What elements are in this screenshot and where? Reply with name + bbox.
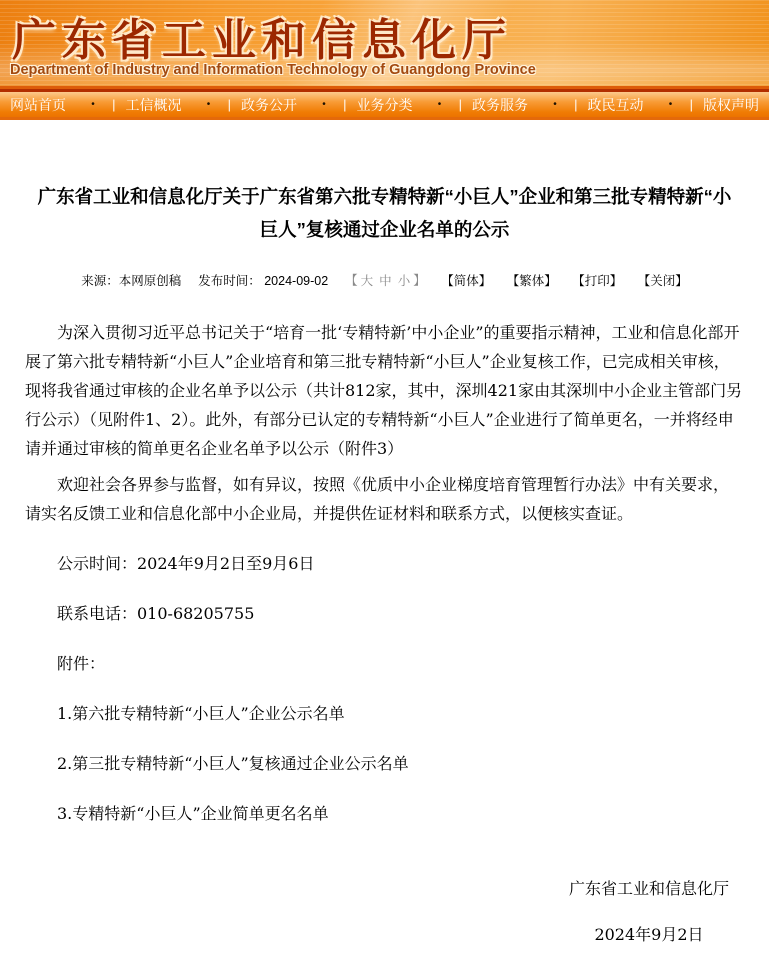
nav-separator: | bbox=[227, 97, 231, 112]
nav-dot-icon: • bbox=[437, 98, 442, 110]
contact-phone: 联系电话：010-68205755 bbox=[57, 604, 255, 623]
site-banner bbox=[0, 0, 769, 89]
font-size-small-button[interactable]: 小 bbox=[397, 274, 411, 288]
traditional-chinese-button[interactable]: 【繁体】 bbox=[506, 274, 557, 288]
nav-separator: | bbox=[458, 97, 462, 112]
nav-dot-icon: • bbox=[553, 98, 557, 110]
attachment-link[interactable]: 3.专精特新“小巨人”企业简单更名名单 bbox=[57, 804, 329, 823]
nav-item bbox=[699, 95, 763, 115]
site-subtitle-english: Department of Industry and Information Technology of Guangdong Province bbox=[10, 62, 536, 78]
nav-link[interactable]: 业务分类 bbox=[356, 96, 413, 113]
nav-dot-icon: • bbox=[91, 98, 95, 110]
attachment-link[interactable]: 2.第三批专精特新“小巨人”复核通过企业公示名单 bbox=[57, 754, 409, 773]
nav-link[interactable]: 版权声明 bbox=[703, 96, 759, 113]
article-content bbox=[0, 180, 769, 969]
signature-date: 2024年9月2日 bbox=[594, 925, 704, 944]
article-meta-bar bbox=[25, 271, 744, 289]
nav-link[interactable]: 网站首页 bbox=[10, 96, 66, 113]
notice-period: 公示时间：2024年9月2日至9月6日 bbox=[57, 554, 315, 573]
signature-org: 广东省工业和信息化厅 bbox=[568, 879, 729, 898]
nav-dot-icon: • bbox=[668, 98, 673, 110]
article-body bbox=[25, 318, 744, 949]
attachments-label: 附件： bbox=[57, 654, 106, 673]
font-size-controls bbox=[345, 272, 429, 286]
bracket-open: 【 bbox=[345, 274, 358, 288]
font-size-large-button[interactable]: 大 bbox=[360, 274, 374, 288]
meta-publish-date: 发布时间： 2024-09-02 bbox=[198, 274, 329, 288]
nav-separator: | bbox=[689, 97, 693, 112]
article-title: 广东省工业和信息化厅关于广东省第六批专精特新“小巨人”企业和第三批专精特新“小巨人”复核通过企业名单的公示 bbox=[37, 186, 732, 240]
paragraph-1: 为深入贯彻习近平总书记关于“培育一批‘专精特新’中小企业”的重要指示精神，工业和信息化部开展了第六批专精特新“小巨人”企业培育和第三批专精特新“小巨人”企业复核工作，已完成相关审核，现将我省通过审核的企业名单予以公示（共计812家，其中，深圳421家由其深圳中小企业主管部门另行公示）（见附件1、2）。此外，有部分已认定的专精特新“小巨人”企业进行了简单更名，一并将经申请并通过审核的简单更名企业名单予以公示（附件3） bbox=[25, 323, 743, 458]
nav-separator: | bbox=[574, 97, 578, 112]
signature-block bbox=[569, 874, 729, 949]
font-size-medium-button[interactable]: 中 bbox=[379, 274, 392, 288]
nav-separator: | bbox=[112, 97, 116, 112]
nav-item bbox=[122, 95, 238, 115]
print-button[interactable]: 【打印】 bbox=[572, 274, 623, 288]
nav-item bbox=[353, 95, 469, 115]
nav-link[interactable]: 政务公开 bbox=[241, 96, 297, 113]
simplified-chinese-button[interactable]: 【简体】 bbox=[441, 274, 492, 288]
meta-source: 来源：本网原创稿 bbox=[81, 274, 182, 288]
nav-dot-icon: • bbox=[322, 98, 326, 110]
site-title: 广东省工业和信息化厅 bbox=[12, 16, 512, 65]
nav-link[interactable]: 政民互动 bbox=[587, 96, 644, 113]
nav-separator: | bbox=[343, 97, 347, 112]
main-nav bbox=[0, 89, 769, 120]
nav-item bbox=[6, 95, 122, 115]
nav-dot-icon: • bbox=[206, 98, 211, 110]
attachments-list bbox=[25, 699, 744, 828]
paragraph-2: 欢迎社会各界参与监督，如有异议，按照《优质中小企业梯度培育管理暂行办法》中有关要求，请实名反馈工业和信息化部中小企业局，并提供佐证材料和联系方式，以便核实查证。 bbox=[25, 475, 730, 523]
nav-item bbox=[468, 95, 584, 115]
nav-link[interactable]: 工信概况 bbox=[125, 96, 182, 113]
nav-link[interactable]: 政务服务 bbox=[472, 96, 528, 113]
attachment-link[interactable]: 1.第六批专精特新“小巨人”企业公示名单 bbox=[57, 704, 345, 723]
close-button[interactable]: 【关闭】 bbox=[637, 274, 688, 288]
nav-item bbox=[237, 95, 353, 115]
bracket-close: 】 bbox=[413, 274, 426, 288]
nav-item bbox=[584, 95, 700, 115]
